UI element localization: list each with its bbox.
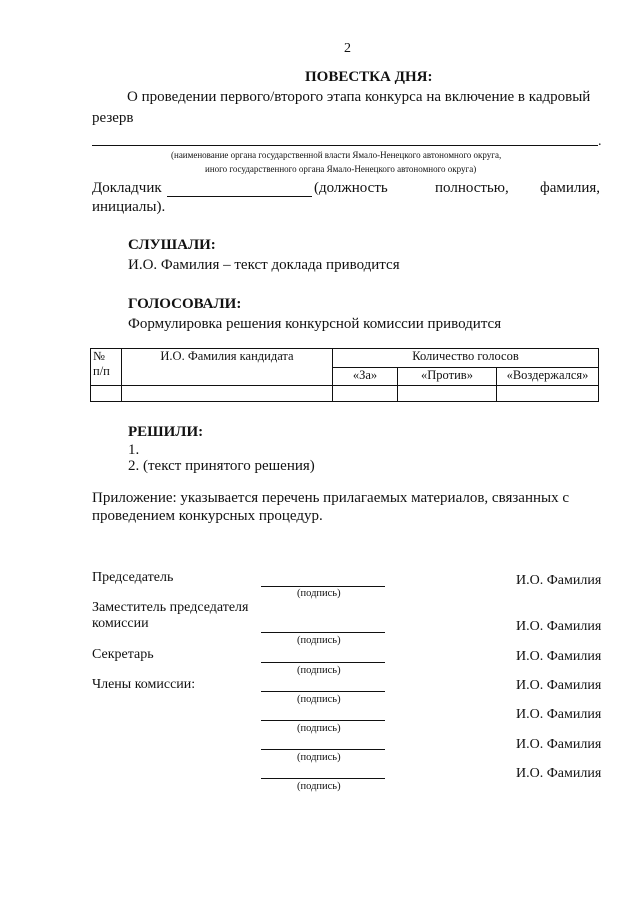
col-abstain-header: «Воздержался» — [497, 368, 599, 386]
organ-caption-2: иного государственного органа Ямало-Ненецкого автономного округа) — [205, 164, 477, 174]
member-4-signature-caption: (подпись) — [297, 781, 341, 792]
table-cell — [398, 386, 497, 402]
chairman-name: И.О. Фамилия — [516, 573, 602, 588]
agenda-end-mark: . — [598, 134, 602, 149]
speaker-line — [167, 196, 312, 197]
member-3-signature-caption: (подпись) — [297, 752, 341, 763]
speaker-word-1: (должность — [314, 180, 388, 196]
agenda-line-1: О проведении первого/второго этапа конкурса на включение в кадровый — [127, 89, 591, 105]
voted-title: ГОЛОСОВАЛИ: — [128, 296, 242, 312]
page-title: ПОВЕСТКА ДНЯ: — [305, 69, 433, 85]
decided-item-2: 2. (текст принятого решения) — [128, 458, 315, 474]
decided-item-1: 1. — [128, 442, 140, 458]
organ-name-line — [92, 145, 598, 146]
member-1-name: И.О. Фамилия — [516, 678, 602, 693]
col-num-l1: № — [93, 349, 105, 363]
deputy-label-1: Заместитель председателя — [92, 600, 249, 615]
table-cell — [333, 386, 398, 402]
member-2-name: И.О. Фамилия — [516, 707, 602, 722]
col-against-header: «Против» — [398, 368, 497, 386]
member-1-signature-line — [261, 691, 385, 692]
chairman-signature-line — [261, 586, 385, 587]
speaker-word-2: полностью, — [435, 180, 509, 196]
member-4-name: И.О. Фамилия — [516, 766, 602, 781]
page-number: 2 — [344, 41, 351, 56]
chairman-signature-caption: (подпись) — [297, 588, 341, 599]
table-header-row — [91, 349, 599, 368]
table-cell — [91, 386, 122, 402]
member-2-signature-line — [261, 720, 385, 721]
secretary-signature-line — [261, 662, 385, 663]
appendix-line-2: проведением конкурсных процедур. — [92, 508, 323, 524]
secretary-signature-caption: (подпись) — [297, 665, 341, 676]
col-num-header — [91, 349, 122, 386]
appendix-line-1: Приложение: указывается перечень прилагаемых материалов, связанных с — [92, 490, 569, 506]
secretary-name: И.О. Фамилия — [516, 649, 602, 664]
col-name-header: И.О. Фамилия кандидата — [122, 349, 333, 386]
col-num-l2: п/п — [93, 364, 110, 378]
organ-caption-1: (наименование органа государственной власти Ямало-Ненецкого автономного округа, — [171, 150, 502, 160]
table-cell — [497, 386, 599, 402]
deputy-signature-line — [261, 632, 385, 633]
secretary-label: Секретарь — [92, 647, 154, 662]
chairman-label: Председатель — [92, 570, 174, 585]
votes-table — [90, 348, 599, 402]
speaker-label: Докладчик — [92, 180, 162, 196]
decided-title: РЕШИЛИ: — [128, 424, 204, 440]
members-label: Члены комиссии: — [92, 677, 196, 692]
deputy-signature-caption: (подпись) — [297, 635, 341, 646]
member-2-signature-caption: (подпись) — [297, 723, 341, 734]
member-3-name: И.О. Фамилия — [516, 737, 602, 752]
speaker-word-3: фамилия, — [540, 180, 601, 196]
table-row — [91, 386, 599, 402]
member-3-signature-line — [261, 749, 385, 750]
deputy-label-2: комиссии — [92, 616, 149, 631]
agenda-line-2: резерв — [92, 110, 134, 126]
member-1-signature-caption: (подпись) — [297, 694, 341, 705]
col-votes-header: Количество голосов — [333, 349, 599, 368]
listened-text: И.О. Фамилия – текст доклада приводится — [128, 257, 400, 273]
listened-title: СЛУШАЛИ: — [128, 237, 216, 253]
table-cell — [122, 386, 333, 402]
col-for-header: «За» — [333, 368, 398, 386]
voted-text: Формулировка решения конкурсной комиссии приводится — [128, 316, 502, 332]
speaker-line-2: инициалы). — [92, 199, 166, 215]
member-4-signature-line — [261, 778, 385, 779]
deputy-name: И.О. Фамилия — [516, 619, 602, 634]
